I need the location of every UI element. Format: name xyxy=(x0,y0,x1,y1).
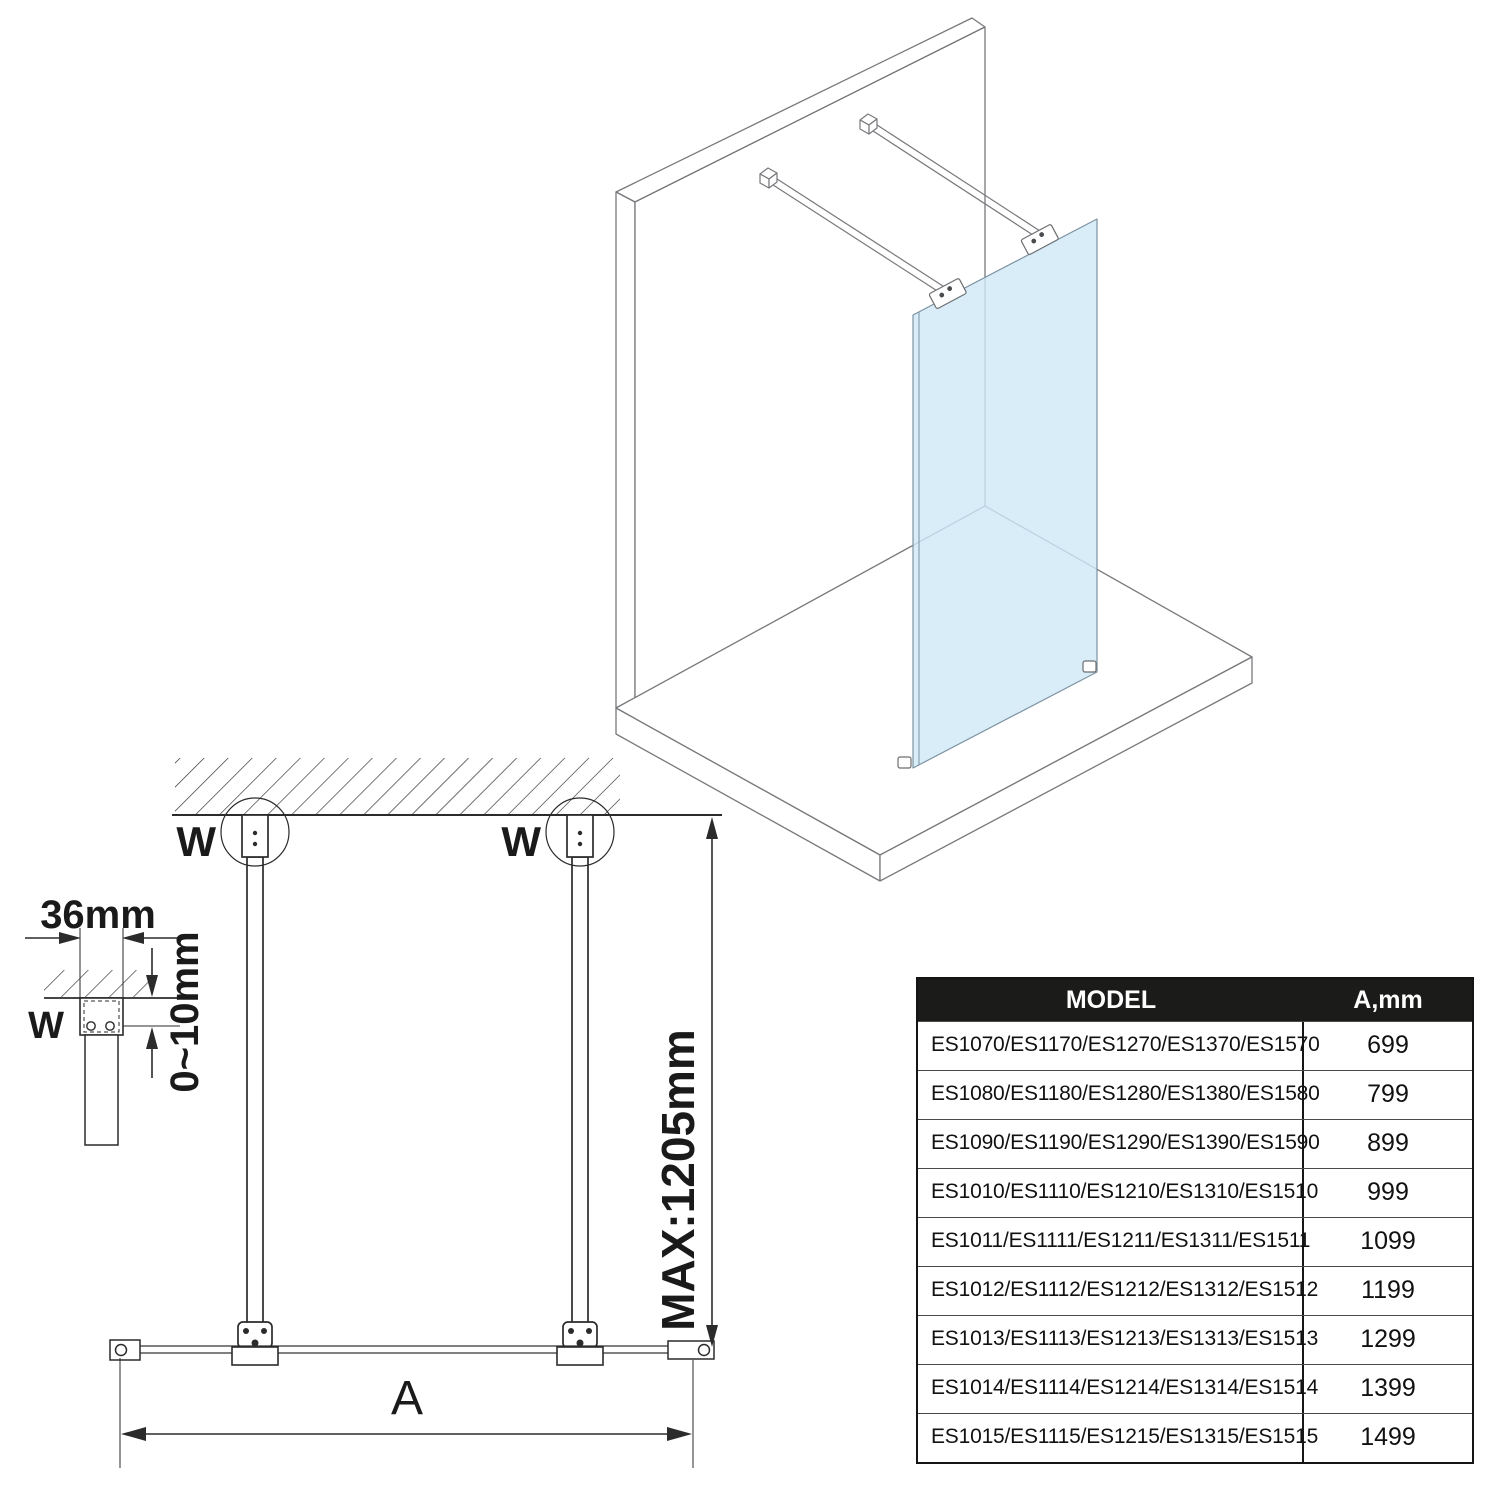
table-row xyxy=(918,1413,1472,1462)
plan-view xyxy=(110,758,722,1468)
model-cell: ES1010/ES1110/ES1210/ES1310/ES1510 xyxy=(918,1169,1304,1217)
table-row xyxy=(918,1119,1472,1168)
a-mm-cell: 699 xyxy=(1367,1031,1409,1059)
model-cell: ES1013/ES1113/ES1213/ES1313/ES1513 xyxy=(918,1316,1304,1364)
support-bar-left-plan xyxy=(221,798,289,1348)
a-mm-cell: 999 xyxy=(1367,1178,1409,1206)
wall-hatch xyxy=(175,758,620,814)
hinge-plate-left xyxy=(232,1347,278,1365)
max-length-label: MAX:1205mm xyxy=(652,1029,704,1331)
a-mm-cell: 1099 xyxy=(1360,1227,1416,1255)
table-row xyxy=(918,1364,1472,1413)
table-row xyxy=(918,1070,1472,1119)
glass-foot-left xyxy=(898,757,911,768)
model-spec-table xyxy=(916,977,1474,1464)
dim-max-length xyxy=(652,817,718,1347)
model-column-header: MODEL xyxy=(1065,985,1157,1014)
table-row xyxy=(918,1168,1472,1217)
model-cell: ES1070/ES1170/ES1270/ES1370/ES1570 xyxy=(918,1022,1304,1070)
a-mm-cell: 799 xyxy=(1367,1080,1409,1108)
a-mm-cell: 899 xyxy=(1367,1129,1409,1157)
isometric-view xyxy=(616,18,1252,881)
dim-width-a xyxy=(120,1358,693,1468)
table-header xyxy=(918,979,1472,1021)
bracket-detail-view xyxy=(25,893,207,1145)
wall-bracket-left xyxy=(242,815,268,857)
end-cap-right xyxy=(668,1341,714,1359)
table-row xyxy=(918,1315,1472,1364)
table-row xyxy=(918,1217,1472,1266)
model-cell: ES1080/ES1180/ES1280/ES1380/ES1580 xyxy=(918,1071,1304,1119)
detail-wall-hatch xyxy=(44,970,154,997)
width-a-label: A xyxy=(390,1372,424,1425)
wall-fixing-label-right: W xyxy=(501,818,541,865)
a-mm-cell: 1399 xyxy=(1360,1374,1416,1402)
model-cell: ES1011/ES1111/ES1211/ES1311/ES1511 xyxy=(918,1218,1304,1266)
glass-panel-plan xyxy=(110,1340,714,1365)
table-row xyxy=(918,1021,1472,1070)
a-mm-cell: 1199 xyxy=(1361,1276,1415,1304)
table-row xyxy=(918,1266,1472,1315)
detail-support-bar xyxy=(85,1035,118,1145)
bracket-width-label: 36mm xyxy=(40,893,156,937)
model-cell: ES1015/ES1115/ES1215/ES1315/ES1515 xyxy=(918,1414,1304,1462)
end-cap-left xyxy=(110,1340,140,1360)
hinge-plate-right xyxy=(557,1347,603,1365)
gap-label: 0~10mm xyxy=(163,931,207,1093)
a-mm-column-header: A,mm xyxy=(1353,985,1423,1014)
model-cell: ES1090/ES1190/ES1290/ES1390/ES1590 xyxy=(918,1120,1304,1168)
wall-fixing-label-left: W xyxy=(176,818,216,865)
support-bar-right-plan xyxy=(546,798,614,1348)
dim-gap xyxy=(146,931,207,1092)
glass-foot-right xyxy=(1083,661,1096,672)
wall-bracket-right xyxy=(567,815,593,857)
detail-wall-fixing-label: W xyxy=(28,1005,64,1047)
model-cell: ES1012/ES1112/ES1212/ES1312/ES1512 xyxy=(918,1267,1304,1315)
a-mm-cell: 1299 xyxy=(1360,1325,1416,1353)
model-cell: ES1014/ES1114/ES1214/ES1314/ES1514 xyxy=(918,1365,1304,1413)
glass-hinge-right xyxy=(563,1322,597,1348)
glass-hinge-left xyxy=(238,1322,272,1348)
a-mm-cell: 1499 xyxy=(1360,1423,1416,1451)
